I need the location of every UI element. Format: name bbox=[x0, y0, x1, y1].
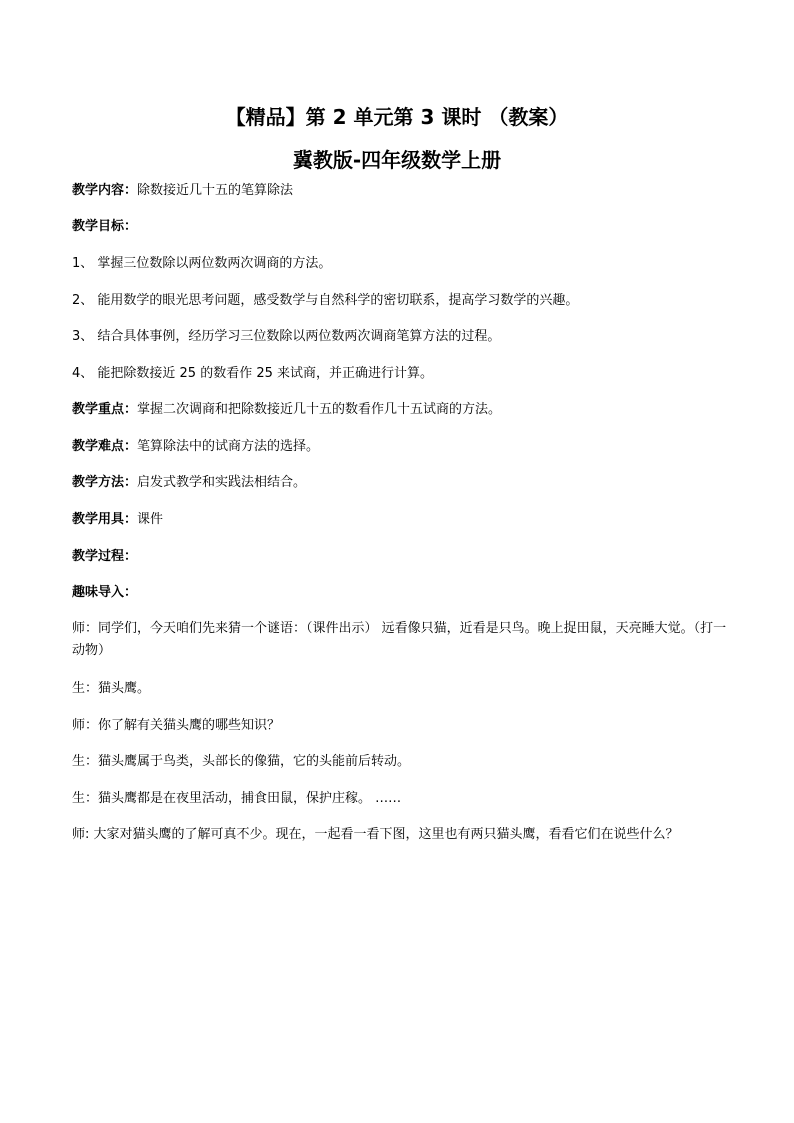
tools-label: 教学用具： bbox=[72, 512, 138, 527]
method-text: 启发式教学和实践法相结合。 bbox=[137, 475, 307, 490]
teaching-content-text: 除数接近几十五的笔算除法 bbox=[137, 183, 294, 198]
dialogue-line-1: 师：同学们，今天咱们先来猜一个谜语：（课件出示） 远看像只猫，近看是只鸟。晚上捉田鼠，天亮睡大觉。（打一动物） bbox=[72, 621, 727, 658]
goal-item-4: 4、 能把除数接近 25 的数看作 25 来试商，并正确进行计算。 bbox=[72, 366, 434, 381]
key-point-label: 教学重点： bbox=[72, 402, 138, 417]
process-label: 教学过程： bbox=[72, 549, 138, 564]
tools-text: 课件 bbox=[137, 512, 164, 527]
dialogue-line-2: 生：猫头鹰。 bbox=[72, 681, 151, 696]
tools-line bbox=[72, 509, 732, 531]
difficulty-label: 教学难点： bbox=[72, 439, 138, 454]
goal-item-2: 2、 能用数学的眼光思考问题，感受数学与自然科学的密切联系，提高学习数学的兴趣。 bbox=[72, 293, 579, 308]
document-title: 【精品】第 2 单元第 3 课时 （教案） bbox=[225, 105, 569, 129]
dialogue-line-3: 师：你了解有关猫头鹰的哪些知识？ bbox=[72, 718, 281, 733]
goal-item-3: 3、 结合具体事例，经历学习三位数除以两位数两次调商笔算方法的过程。 bbox=[72, 329, 501, 344]
teaching-goals-label: 教学目标： bbox=[72, 219, 138, 234]
key-point-text: 掌握二次调商和把除数接近几十五的数看作几十五试商的方法。 bbox=[137, 402, 502, 417]
dialogue-line-6: 师: 大家对猫头鹰的了解可真不少。现在，一起看一看下图，这里也有两只猫头鹰，看看它们在说些什么？ bbox=[72, 827, 679, 842]
document-subtitle: 冀教版-四年级数学上册 bbox=[292, 148, 502, 172]
method-line bbox=[72, 472, 732, 494]
teaching-content-label: 教学内容： bbox=[72, 183, 138, 198]
dialogue-line-5: 生：猫头鹰都是在夜里活动，捕食田鼠，保护庄稼。 …… bbox=[72, 791, 402, 806]
goal-item-1: 1、 掌握三位数除以两位数两次调商的方法。 bbox=[72, 256, 332, 271]
difficulty-line bbox=[72, 436, 732, 458]
difficulty-text: 笔算除法中的试商方法的选择。 bbox=[137, 439, 320, 454]
dialogue-line-4: 生：猫头鹰属于鸟类，头部长的像猫，它的头能前后转动。 bbox=[72, 754, 411, 769]
method-label: 教学方法： bbox=[72, 475, 138, 490]
key-point-line bbox=[72, 399, 732, 421]
intro-label: 趣味导入： bbox=[72, 585, 138, 600]
teaching-content-line bbox=[72, 180, 732, 202]
